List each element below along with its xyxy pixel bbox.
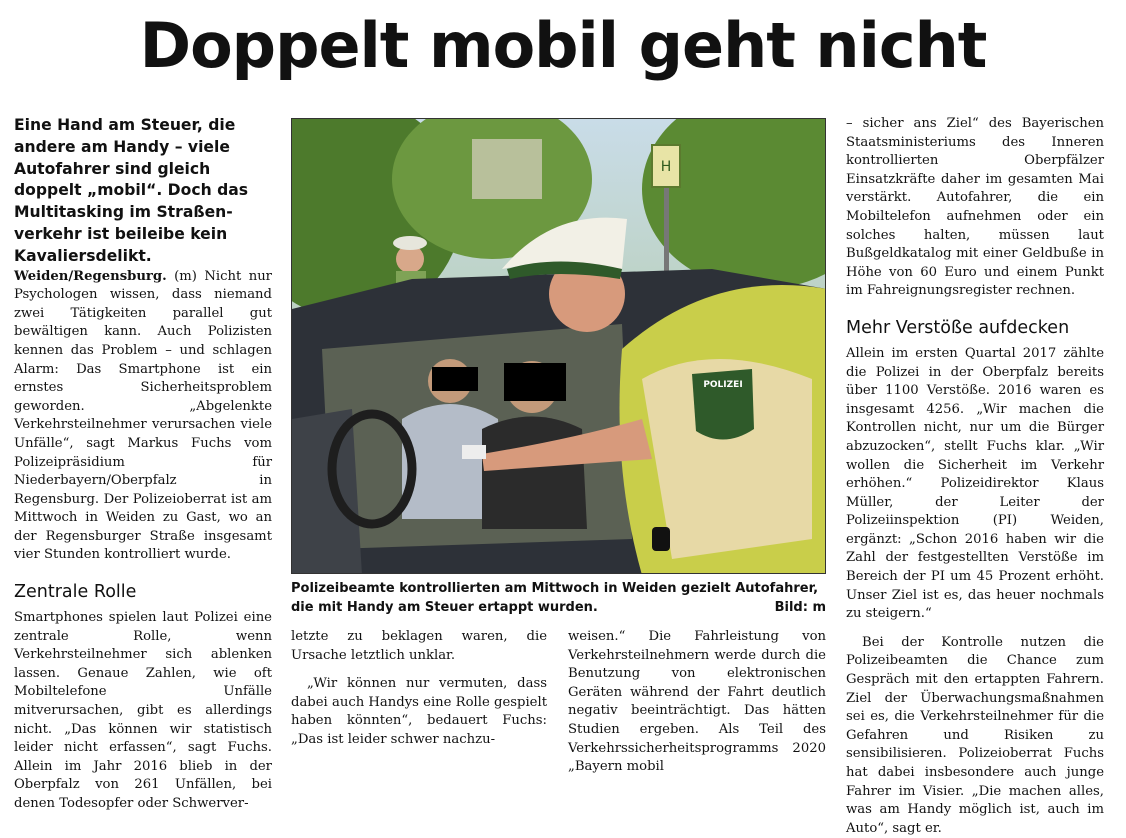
police-control-photo xyxy=(292,119,826,574)
badge-text: POLIZEI xyxy=(703,380,743,390)
dateline: Weiden/Regensburg. xyxy=(14,268,167,284)
col4-paragraph-2: Allein im ersten Quartal 2017 zählte die Polizei in der Oberpfalz bereits über 1100 Verstöße. 2016 waren es insgesamt 4256. „Wir machen die Kontrollen nicht, nur um die Bürger abzuzocken“, stellt Fuchs klar. „Wir wollen die Sicherheit im Verkehr erhöhen.“ Polizeidirektor Klaus Müller, der Leiter der Polizeiinspektion (PI) Weiden, ergänzt: „Schon 2016 haben wir die Zahl der festgestellten Verstöße im Bereich der PI um 45 Prozent erhöht. Unser Ziel ist es, das heuer nochmals zu steigern.“ xyxy=(846,345,1104,622)
column-2 xyxy=(291,628,547,750)
headline: Doppelt mobil geht nicht xyxy=(139,9,987,82)
photo-caption xyxy=(291,580,826,617)
col1-paragraph-1 xyxy=(14,268,272,566)
driver xyxy=(482,417,587,530)
news-photo xyxy=(291,118,826,574)
col2-paragraph-2: „Wir können nur vermuten, dass dabei auch Handys eine Rolle gespielt haben könnten“, bedauert Fuchs: „Das ist leider schwer nachzu- xyxy=(291,676,547,747)
subhead-zentrale-rolle: Zentrale Rolle xyxy=(14,582,137,603)
caption-text: Polizeibeamte kontrollierten am Mittwoch in Weiden gezielt Autofahrer, die mit Handy am Steuer ertappt wurden. xyxy=(291,581,819,615)
column-4 xyxy=(846,115,1104,838)
privacy-bar-2 xyxy=(504,363,566,401)
col1-paragraph-2: Smartphones spielen laut Polizei eine zentrale Rolle, wenn Verkehrsteilnehmer sich ablenken lassen. Genaue Zahlen, wie oft Mobiltelefone Unfälle mitverursachen, gibt es allerdings nicht. „Das können wir statistisch leider nicht erfassen“, sagt Fuchs. Allein im Jahr 2016 blieb in der Oberpfalz von 261 Unfällen, bei denen Todesopfer oder Schwerver- xyxy=(14,610,272,812)
document-card xyxy=(462,445,486,459)
photo-credit: Bild: m xyxy=(774,599,826,615)
subhead-mehr-verstoesse: Mehr Verstöße aufdecken xyxy=(846,317,1070,338)
col4-paragraph-3: Bei der Kontrolle nutzen die Polizeibeamten die Chance zum Gespräch mit den ertappten Fahrern. Ziel der Überwachungsmaßnahmen sei es, die Verkehrsteilnehmer für die Gefahren und Risiken zu sensibilisieren. Polizeioberrat Fuchs hat dabei insbesondere auch junge Fahrer im Visier. „Die machen alles, was am Handy möglich ist, auch im Auto“, sagt er. xyxy=(846,634,1104,836)
col1-text-1: (m) Nicht nur Psychologen wissen, dass niemand zwei Tätigkeiten parallel gut bewältigen kann. Auch Polizisten kennen das Problem – und schlagen Alarm: Das Smartphone ist ein ernstes Sicherheitsproblem geworden. „Abgelenkte Verkehrsteilnehmer verursachen viele Unfälle“, sagt Markus Fuchs vom Polizeipräsidium für Niederbayern/Oberpfalz in Regensburg. Der Polizeioberrat ist am Mittwoch in Weiden zu Gast, wo an der Regensburger Straße insgesamt vier Stunden kontrolliert wurde. xyxy=(14,268,272,563)
privacy-bar-1 xyxy=(432,367,478,391)
column-1 xyxy=(14,115,272,814)
bus-stop-letter: H xyxy=(660,159,672,175)
column-3 xyxy=(568,628,826,777)
col3-paragraph-1: weisen.“ Die Fahrleistung von Verkehrsteilnehmern werde durch die Benutzung von elektronischen Geräten während der Fahrt deutlich negativ beeinträchtigt. Das hätten Studien ergeben. Als Teil des Verkehrssicherheitsprogramms 2020 „Bayern mobil xyxy=(568,629,826,775)
wristwatch xyxy=(652,527,670,551)
col4-paragraph-1: – sicher ans Ziel“ des Bayerischen Staatsministeriums des Inneren kontrollierten Oberpfälzer Einsatzkräfte daher im gesamten Mai verstärkt. Autofahrer, die ein Mobiltelefon aufnehmen oder ein solches halten, müssen laut Bußgeldkatalog mit einer Geldbuße in Höhe von 60 Euro und einem Punkt im Fahreignungsregister rechnen. xyxy=(846,116,1104,299)
col2-paragraph-1: letzte zu beklagen waren, die Ursache letztlich unklar. xyxy=(291,629,547,663)
lead-paragraph: Eine Hand am Steuer, die andere am Handy – viele Autofahrer sind gleich doppelt „mobil“. Doch das Multitasking im Straßenverkehr ist beileibe kein Kavaliersdelikt. xyxy=(14,116,249,265)
